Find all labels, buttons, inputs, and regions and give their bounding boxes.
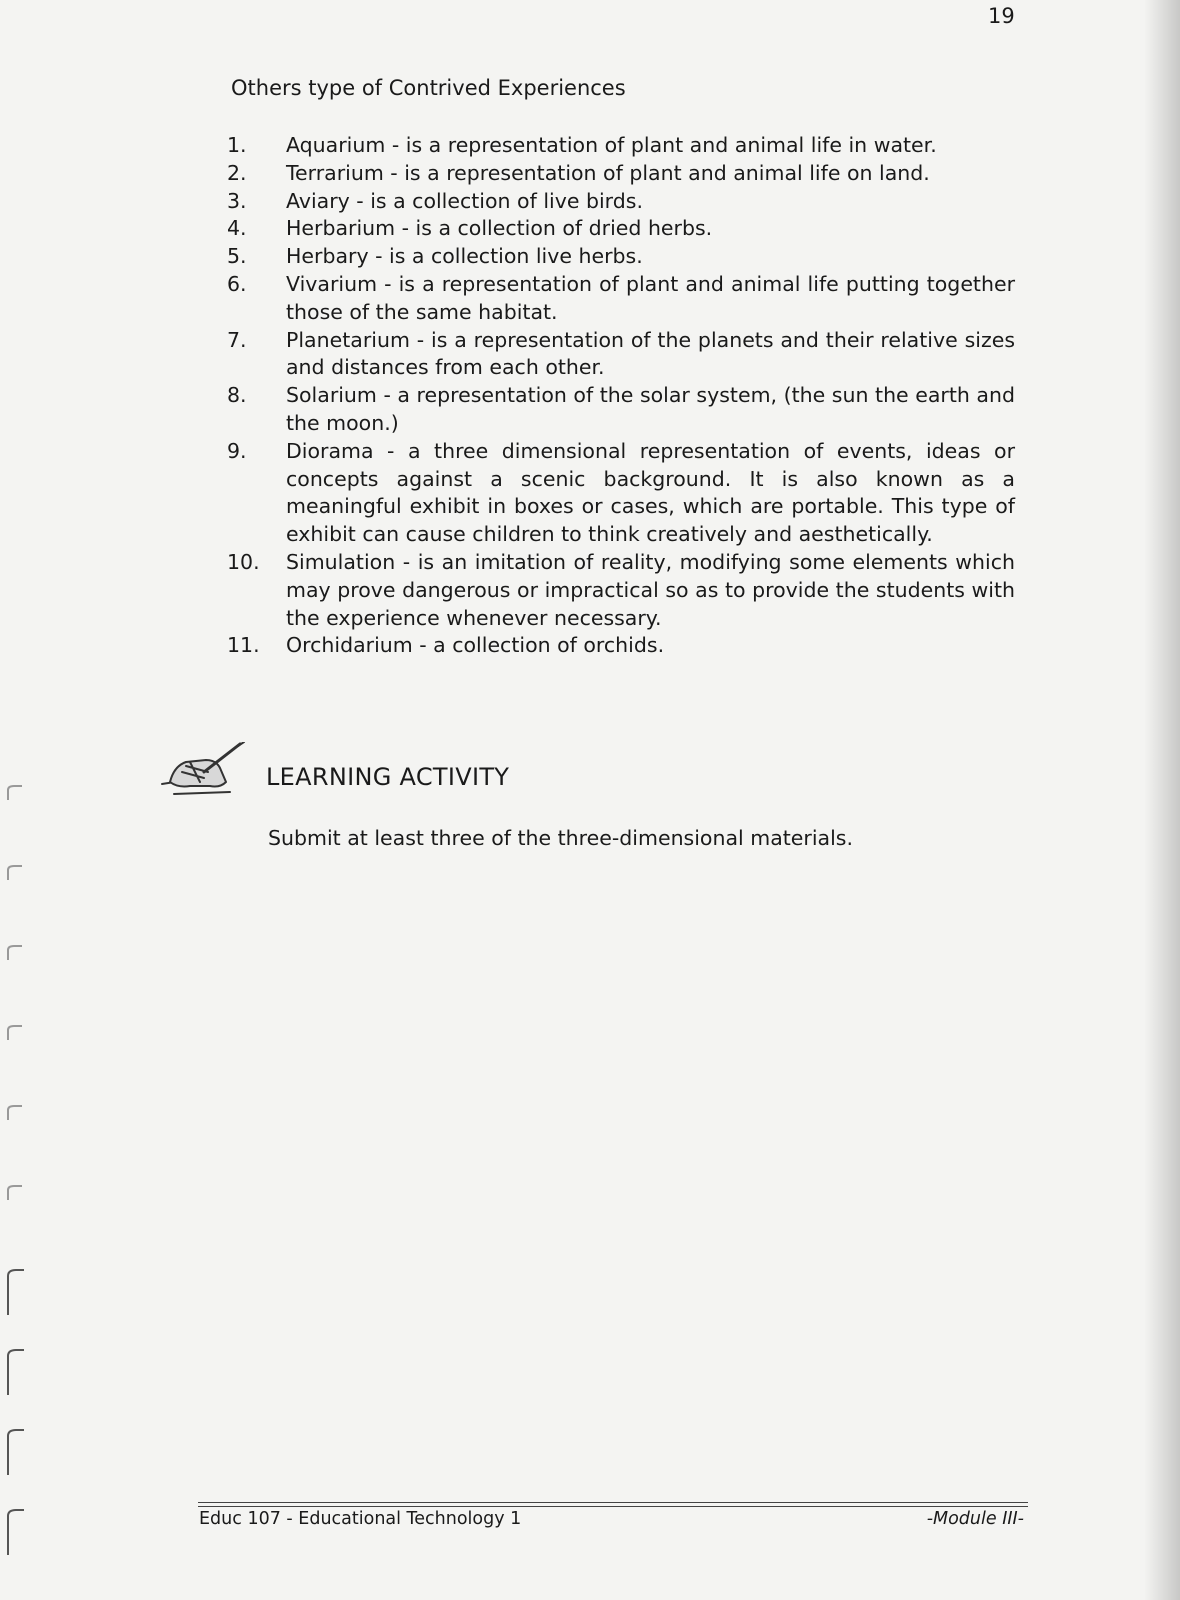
- footer-divider: [198, 1502, 1028, 1503]
- list-item-number: 10.: [227, 549, 260, 574]
- footer-module: -Module III-: [926, 1509, 1024, 1529]
- list-item-text: Simulation - is an imitation of reality, modifying some elements which may prove dangerous or impractical so as to provide the students with the experience whenever necessary.: [286, 549, 1015, 630]
- list-item: [227, 382, 1015, 438]
- list-item-number: 1.: [227, 133, 247, 157]
- list-item-text: Solarium - a representation of the solar system, (the sun the earth and the moon.): [286, 383, 1015, 435]
- list-item: [227, 632, 1015, 660]
- list-item-text: Vivarium - is a representation of plant and animal life putting together those of the same habitat.: [286, 271, 1015, 324]
- list-item: [227, 188, 1015, 216]
- list-item-text: Planetarium - is a representation of the planets and their relative sizes and distances from each other.: [286, 327, 1015, 380]
- list-item: [227, 215, 1015, 243]
- list-item-text: Orchidarium - a collection of orchids.: [286, 633, 665, 658]
- list-item: [227, 327, 1015, 383]
- list-item-text: Diorama - a three dimensional representation of events, ideas or concepts against a scenic background. It is also known as a meaningful exhibit in boxes or cases, which are portable. This type of exhibit can cause children to think creatively and aesthetically.: [286, 438, 1015, 547]
- footer-divider: [198, 1506, 1028, 1507]
- learning-activity-title: LEARNING ACTIVITY: [266, 763, 510, 791]
- list-item-text: Aquarium - is a representation of plant and animal life in water.: [286, 133, 937, 157]
- learning-activity-text: Submit at least three of the three-dimensional materials.: [268, 826, 854, 850]
- list-item-number: 8.: [227, 383, 247, 408]
- list-item-text: Aviary - is a collection of live birds.: [286, 188, 643, 213]
- list-item-number: 6.: [227, 271, 247, 296]
- list-item-number: 5.: [227, 244, 247, 269]
- list-item-number: 3.: [227, 188, 247, 213]
- page-number: 19: [988, 4, 1015, 28]
- contrived-experiences-list: [227, 132, 1015, 660]
- list-item-number: 7.: [227, 327, 247, 352]
- list-item-number: 9.: [227, 438, 247, 463]
- list-item-text: Herbary - is a collection live herbs.: [286, 244, 643, 269]
- binder-holes: [0, 0, 30, 1600]
- list-item: [227, 438, 1015, 549]
- list-item: [227, 271, 1015, 327]
- list-item-number: 11.: [227, 633, 260, 658]
- section-title: Others type of Contrived Experiences: [231, 76, 626, 100]
- list-item: [227, 132, 1015, 160]
- list-item-text: Terrarium - is a representation of plant and animal life on land.: [286, 160, 930, 185]
- page-edge-shadow: [1144, 0, 1180, 1600]
- list-item: [227, 160, 1015, 188]
- list-item: [227, 549, 1015, 632]
- list-item-number: 4.: [227, 216, 247, 241]
- list-item-number: 2.: [227, 160, 247, 185]
- footer-course: Educ 107 - Educational Technology 1: [199, 1509, 522, 1529]
- writing-hand-icon: [160, 742, 246, 802]
- list-item: [227, 243, 1015, 271]
- list-item-text: Herbarium - is a collection of dried herbs.: [286, 216, 713, 241]
